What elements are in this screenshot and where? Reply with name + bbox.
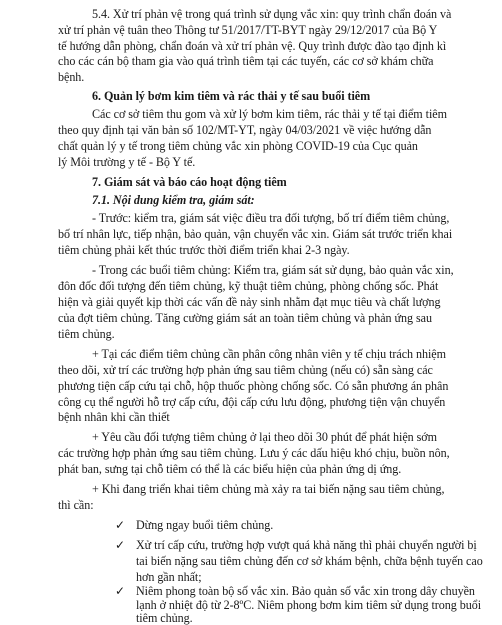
check-item-line: tai biến nặng sau tiêm chủng đến cơ sở khám bệnh, chữa bệnh tuyến cao — [136, 554, 483, 568]
paragraph-5-4-line: bệnh. — [58, 70, 85, 84]
paragraph-plus-3-line: thì cần: — [58, 498, 94, 512]
checkmark-icon: ✓ — [115, 584, 126, 598]
paragraph-plus-1-line: công cụ thể người hỗ trợ cấp cứu, đội cấp cứu lưu động, phương tiện vận chuyển — [58, 395, 446, 409]
paragraph-before-line: - Trước: kiểm tra, giám sát việc điều tra đối tượng, bố trí điểm tiêm chủng, — [92, 211, 450, 225]
check-item-line: tiêm chủng. — [136, 611, 193, 625]
paragraph-5-4-line: 5.4. Xử trí phản vệ trong quá trình sử dụng vắc xin: quy trình chẩn đoán và — [92, 7, 452, 21]
check-item-line: Dừng ngay buổi tiêm chủng. — [136, 518, 274, 532]
paragraph-6-line: lý Môi trường y tế - Bộ Y tế. — [58, 155, 196, 169]
paragraph-before-line: bố trí nhân lực, tiếp nhận, bảo quản, vận chuyển vắc xin. Giám sát trước triển khai — [58, 227, 453, 241]
checkmark-icon: ✓ — [115, 538, 126, 552]
paragraph-plus-3-line: + Khi đang triển khai tiêm chủng mà xảy ra tai biến nặng sau tiêm chủng, — [92, 482, 445, 496]
paragraph-during-line: đôn đốc đối tượng đến tiêm chủng, kỹ thuật tiêm chủng, phòng chống sốc. Phát — [58, 279, 439, 293]
check-item-line: hơn gần nhất; — [136, 570, 202, 584]
paragraph-plus-1-line: bệnh nhân khi cần thiết — [58, 410, 170, 424]
paragraph-5-4-line: tế hướng dẫn phòng, chẩn đoán và xử trí phản vệ. Quy trình được đào tạo định kì — [58, 39, 447, 53]
paragraph-during-line: của đợt tiêm chủng. Tăng cường giám sát an toàn tiêm chủng và phản ứng sau — [58, 311, 432, 325]
check-item-line: lạnh ở nhiệt độ từ 2-8ºC. Niêm phong bơm kim tiêm sử dụng trong buổi — [136, 598, 482, 612]
section-7-heading: 7. Giám sát và báo cáo hoạt động tiêm — [92, 175, 287, 189]
paragraph-6-line: Các cơ sở tiêm thu gom và xử lý bơm kim tiêm, rác thải y tế tại điểm tiêm — [92, 107, 447, 121]
paragraph-plus-1-line: phương tiện cấp cứu tại chỗ, hộp thuốc phòng chống sốc. Có sẵn phương án phân — [58, 379, 449, 393]
paragraph-6-line: theo quy định tại văn bản số 102/MT-YT, ngày 04/03/2021 về việc hướng dẫn — [58, 123, 432, 137]
paragraph-5-4-line: xử trí phản vệ tuân theo Thông tư 51/2017/TT-BYT ngày 29/12/2017 của Bộ Y — [58, 23, 438, 37]
checkmark-icon: ✓ — [115, 518, 126, 532]
paragraph-during-line: hiện và giải quyết kịp thời các vấn đề nảy sinh nhằm đạt mục tiêu và chất lượng — [58, 295, 441, 309]
paragraph-plus-2-line: các trường hợp phản ứng sau tiêm chủng. Lưu ý các dấu hiệu khó chịu, buồn nôn, — [58, 446, 450, 460]
paragraph-during-line: - Trong các buổi tiêm chủng: Kiểm tra, giám sát sử dụng, bảo quản vắc xin, — [92, 263, 454, 277]
check-item-line: Niêm phong toàn bộ số vắc xin. Bảo quản số vắc xin trong dây chuyền — [136, 584, 475, 598]
paragraph-6-line: chất quản lý y tế trong tiêm chủng vắc xin phòng COVID-19 của Cục quản — [58, 139, 418, 153]
paragraph-plus-2-line: + Yêu cầu đối tượng tiêm chủng ở lại theo dõi 30 phút để phát hiện sớm — [92, 430, 438, 444]
section-6-heading: 6. Quản lý bơm kim tiêm và rác thải y tế sau buổi tiêm — [92, 89, 371, 103]
paragraph-5-4-line: cho các cán bộ tham gia vào quá trình tiêm tại các tuyến, các cơ sở khám chữa — [58, 54, 434, 68]
paragraph-during-line: tiêm chủng. — [58, 327, 115, 341]
paragraph-plus-1-line: + Tại các điểm tiêm chủng cần phân công nhân viên y tế chịu trách nhiệm — [92, 347, 446, 361]
paragraph-plus-2-line: phát ban, sưng tại chỗ tiêm có thể là các biểu hiện của phản ứng dị ứng. — [58, 462, 402, 476]
section-7-1-heading: 7.1. Nội dung kiểm tra, giám sát: — [92, 193, 255, 207]
paragraph-plus-1-line: theo dõi, xử trí các trường hợp phản ứng sau tiêm chủng (nếu có) sẵn sàng các — [58, 363, 433, 377]
paragraph-before-line: tiêm chủng phải kết thúc trước thời điểm triển khai 2-3 ngày. — [58, 243, 350, 257]
check-item-line: Xử trí cấp cứu, trường hợp vượt quá khả năng thì phải chuyển người bị — [136, 538, 477, 552]
